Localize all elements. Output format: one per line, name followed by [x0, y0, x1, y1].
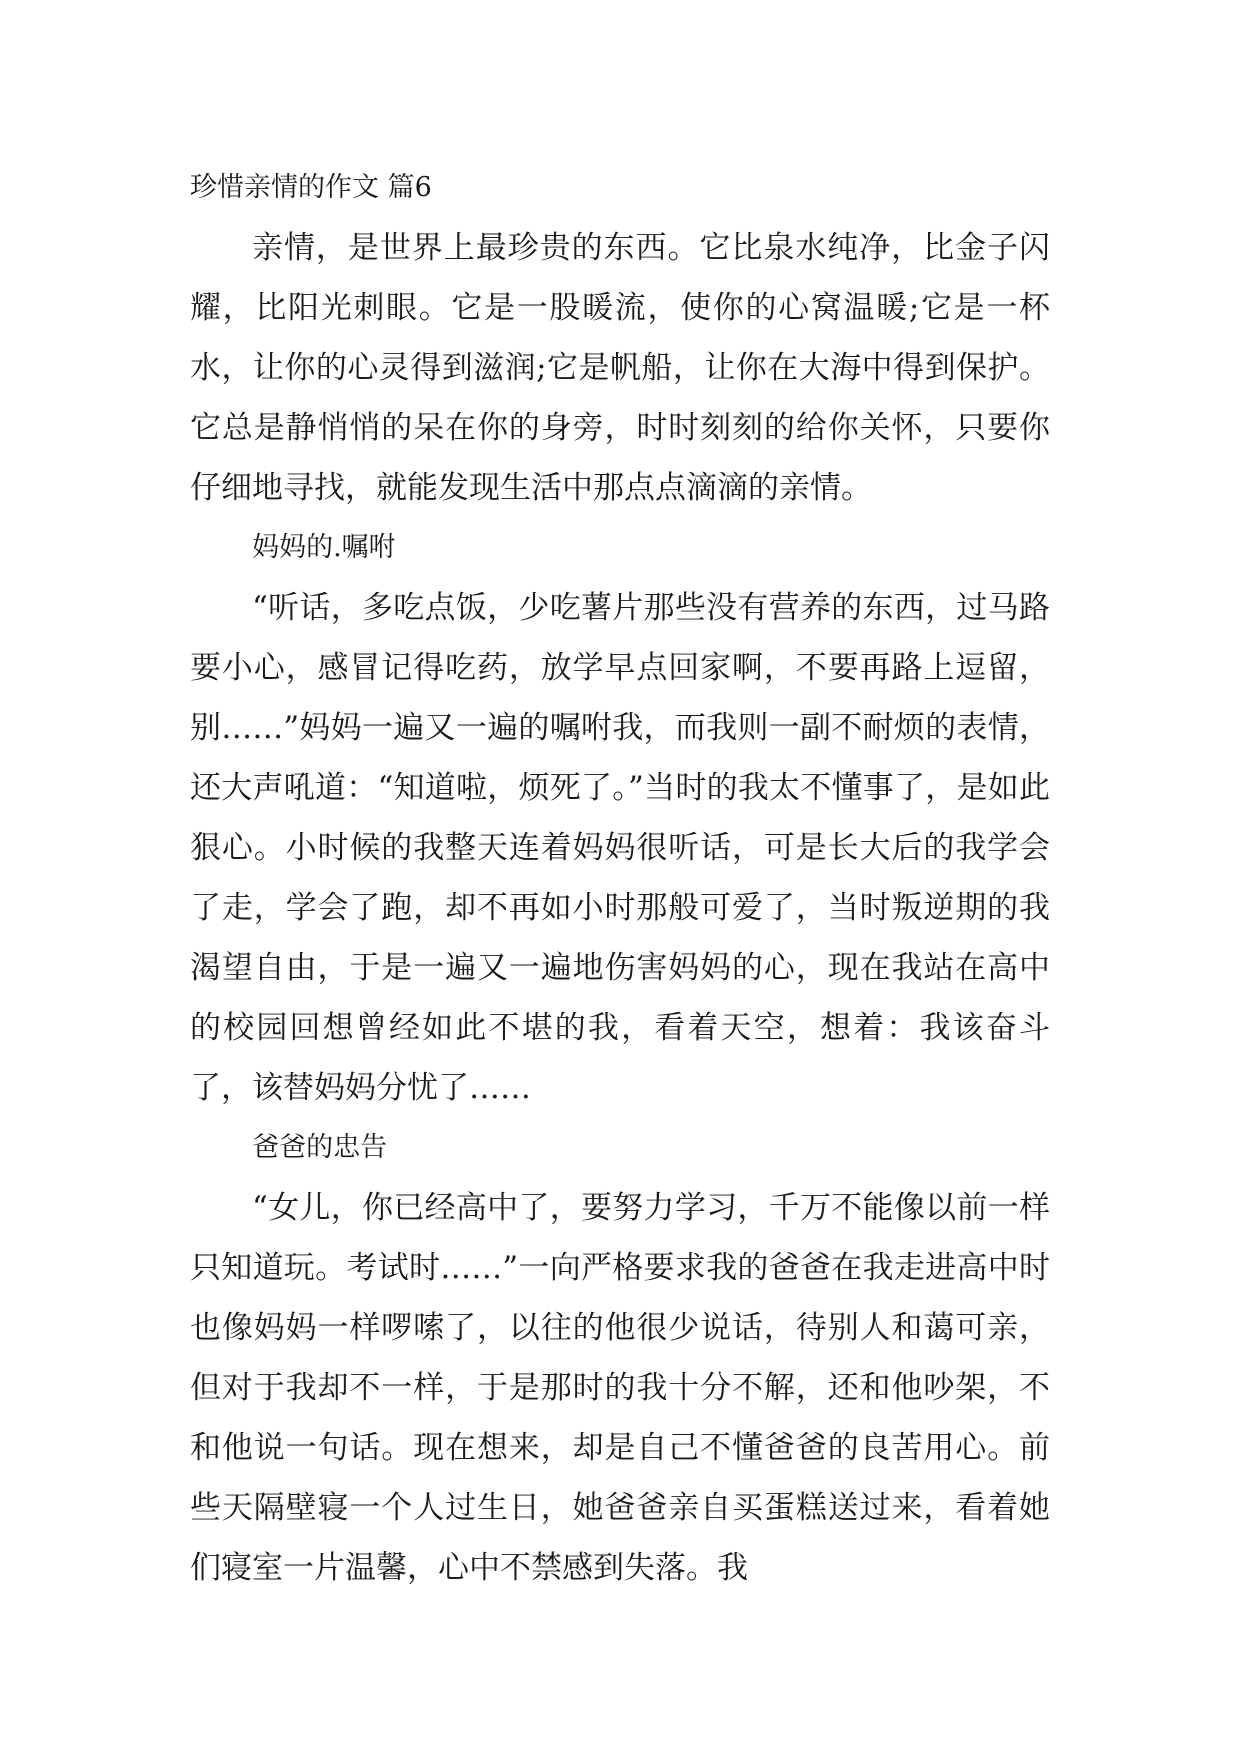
document-title: 珍惜亲情的作文 篇6: [190, 172, 432, 203]
paragraph-intro: 亲情，是世界上最珍贵的东西。它比泉水纯净，比金子闪耀，比阳光刺眼。它是一股暖流，使你的心窝温暖;它是一杯水，让你的心灵得到滋润;它是帆船，让你在大海中得到保护。它总是静悄悄的呆在你的身旁，时时刻刻的给你关怀，只要你仔细地寻找，就能发现生活中那点点滴滴的亲情。: [190, 230, 1050, 506]
paragraph-father: “女儿，你已经高中了，要努力学习，千万不能像以前一样只知道玩。考试时……”一向严格要求我的爸爸在我走进高中时也像妈妈一样啰嗦了，以往的他很少说话，待别人和蔼可亲，但对于我却不一样，于是那时的我十分不解，还和他吵架，不和他说一句话。现在想来，却是自己不懂爸爸的良苦用心。前些天隔壁寝一个人过生日，她爸爸亲自买蛋糕送过来，看着她们寝室一片温馨，心中不禁感到失落。我: [190, 1190, 1050, 1586]
subheading-father: 爸爸的忠告: [252, 1132, 388, 1163]
subheading-mother: 妈妈的.嘱咐: [252, 532, 396, 563]
document-body: [190, 158, 1050, 1598]
paragraph-mother: “听话，多吃点饭，少吃薯片那些没有营养的东西，过马路要小心，感冒记得吃药，放学早点回家啊，不要再路上逗留，别……”妈妈一遍又一遍的嘱咐我，而我则一副不耐烦的表情，还大声吼道：“知道啦，烦死了。”当时的我太不懂事了，是如此狠心。小时候的我整天连着妈妈很听话，可是长大后的我学会了走，学会了跑，却不再如小时那般可爱了，当时叛逆期的我渴望自由，于是一遍又一遍地伤害妈妈的心，现在我站在高中的校园回想曾经如此不堪的我，看着天空，想着：我该奋斗了，该替妈妈分忧了……: [190, 590, 1050, 1106]
